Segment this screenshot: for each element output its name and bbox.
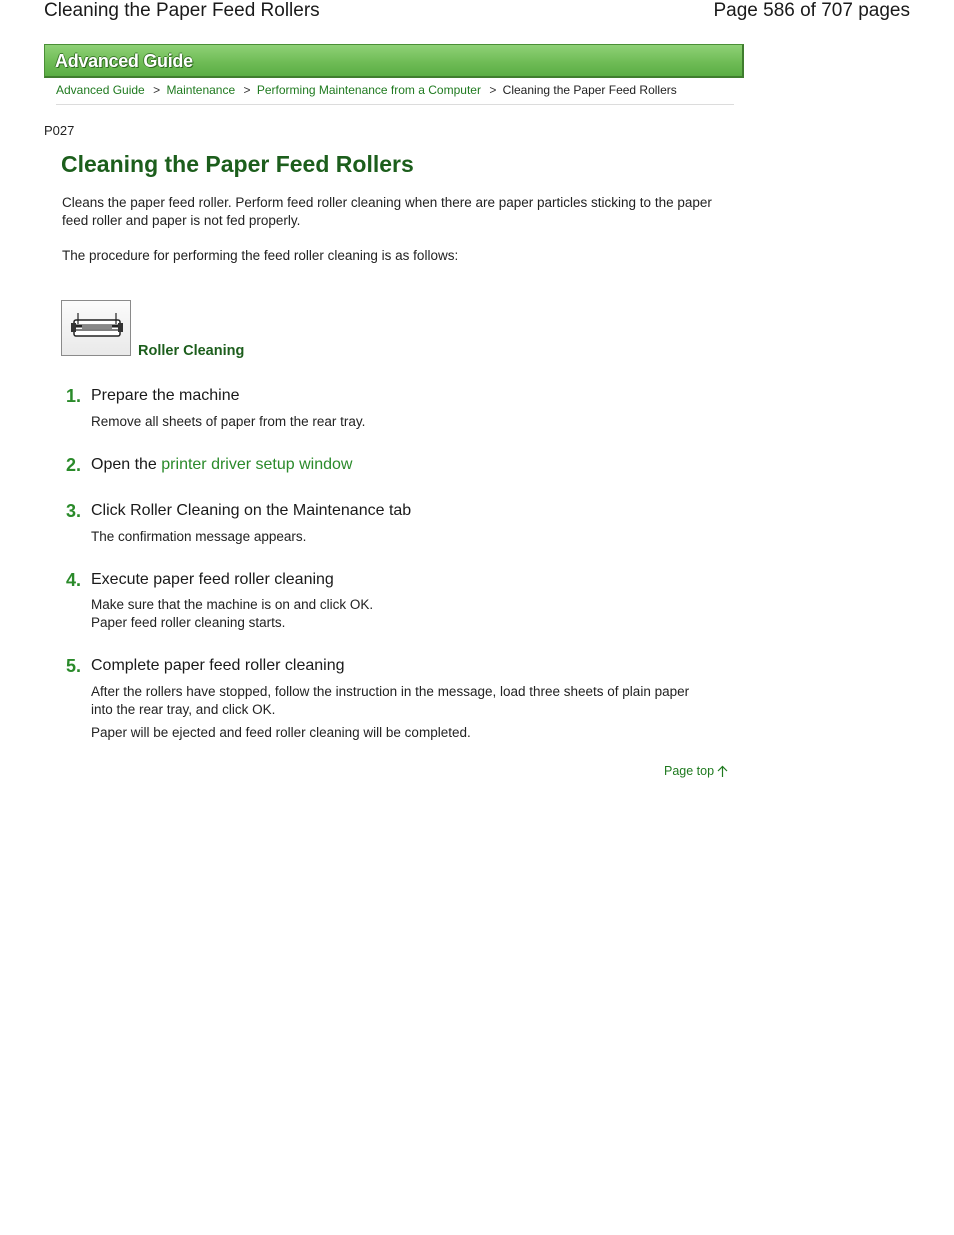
breadcrumb-separator: > <box>489 83 497 97</box>
step-number: 5. <box>66 656 82 676</box>
page-title: Cleaning the Paper Feed Rollers <box>61 151 414 177</box>
roller-cleaning-label: Roller Cleaning <box>138 343 245 359</box>
arrow-up-icon <box>717 765 728 777</box>
step-title: Click Roller Cleaning on the Maintenance tab <box>91 502 412 519</box>
breadcrumb-link-performing-maintenance[interactable]: Performing Maintenance from a Computer <box>256 83 481 97</box>
banner-label: Advanced Guide <box>55 51 193 71</box>
breadcrumb-link-maintenance[interactable]: Maintenance <box>166 83 236 97</box>
roller-icon-graphic <box>68 307 126 349</box>
step-description: Paper will be ejected and feed roller cleaning will be completed. <box>91 725 471 740</box>
step-description: Paper feed roller cleaning starts. <box>91 615 286 630</box>
step-title <box>91 456 352 474</box>
printer-driver-setup-link[interactable]: printer driver setup window <box>161 456 353 473</box>
step-number: 3. <box>66 501 82 521</box>
step-title: Execute paper feed roller cleaning <box>91 571 334 588</box>
procedure-intro: The procedure for performing the feed roller cleaning is as follows: <box>62 248 459 263</box>
breadcrumb-divider <box>56 104 734 105</box>
step-number: 4. <box>66 570 82 590</box>
intro-paragraph: Cleans the paper feed roller. Perform feed roller cleaning when there are paper particles sticking to the paper feed roller and paper is not fed properly. <box>62 195 712 228</box>
breadcrumb-link-advanced-guide[interactable]: Advanced Guide <box>56 83 145 97</box>
roller-cleaning-icon <box>61 300 131 356</box>
breadcrumb-separator: > <box>243 83 251 97</box>
step-description: After the rollers have stopped, follow the instruction in the message, load three sheets of plain paper into the rear tray, and click OK. <box>91 684 690 717</box>
breadcrumb <box>56 83 677 97</box>
page-top-link[interactable] <box>664 764 728 778</box>
step-description: Remove all sheets of paper from the rear tray. <box>91 414 366 429</box>
step-number: 2. <box>66 455 82 475</box>
document-code: P027 <box>44 123 75 138</box>
breadcrumb-current: Cleaning the Paper Feed Rollers <box>502 83 677 97</box>
step-title: Prepare the machine <box>91 387 240 404</box>
step-title: Complete paper feed roller cleaning <box>91 657 345 674</box>
print-header-title: Cleaning the Paper Feed Rollers <box>44 0 320 21</box>
step-number: 1. <box>66 386 82 406</box>
step-description: Make sure that the machine is on and click OK. <box>91 597 374 612</box>
print-header-page-info: Page 586 of 707 pages <box>713 0 910 21</box>
print-header <box>0 0 954 26</box>
page-top-label: Page top <box>664 764 715 778</box>
breadcrumb-separator: > <box>153 83 161 97</box>
step-title-text: Open the <box>91 456 162 473</box>
step-description: The confirmation message appears. <box>91 529 307 544</box>
advanced-guide-banner <box>44 44 744 78</box>
